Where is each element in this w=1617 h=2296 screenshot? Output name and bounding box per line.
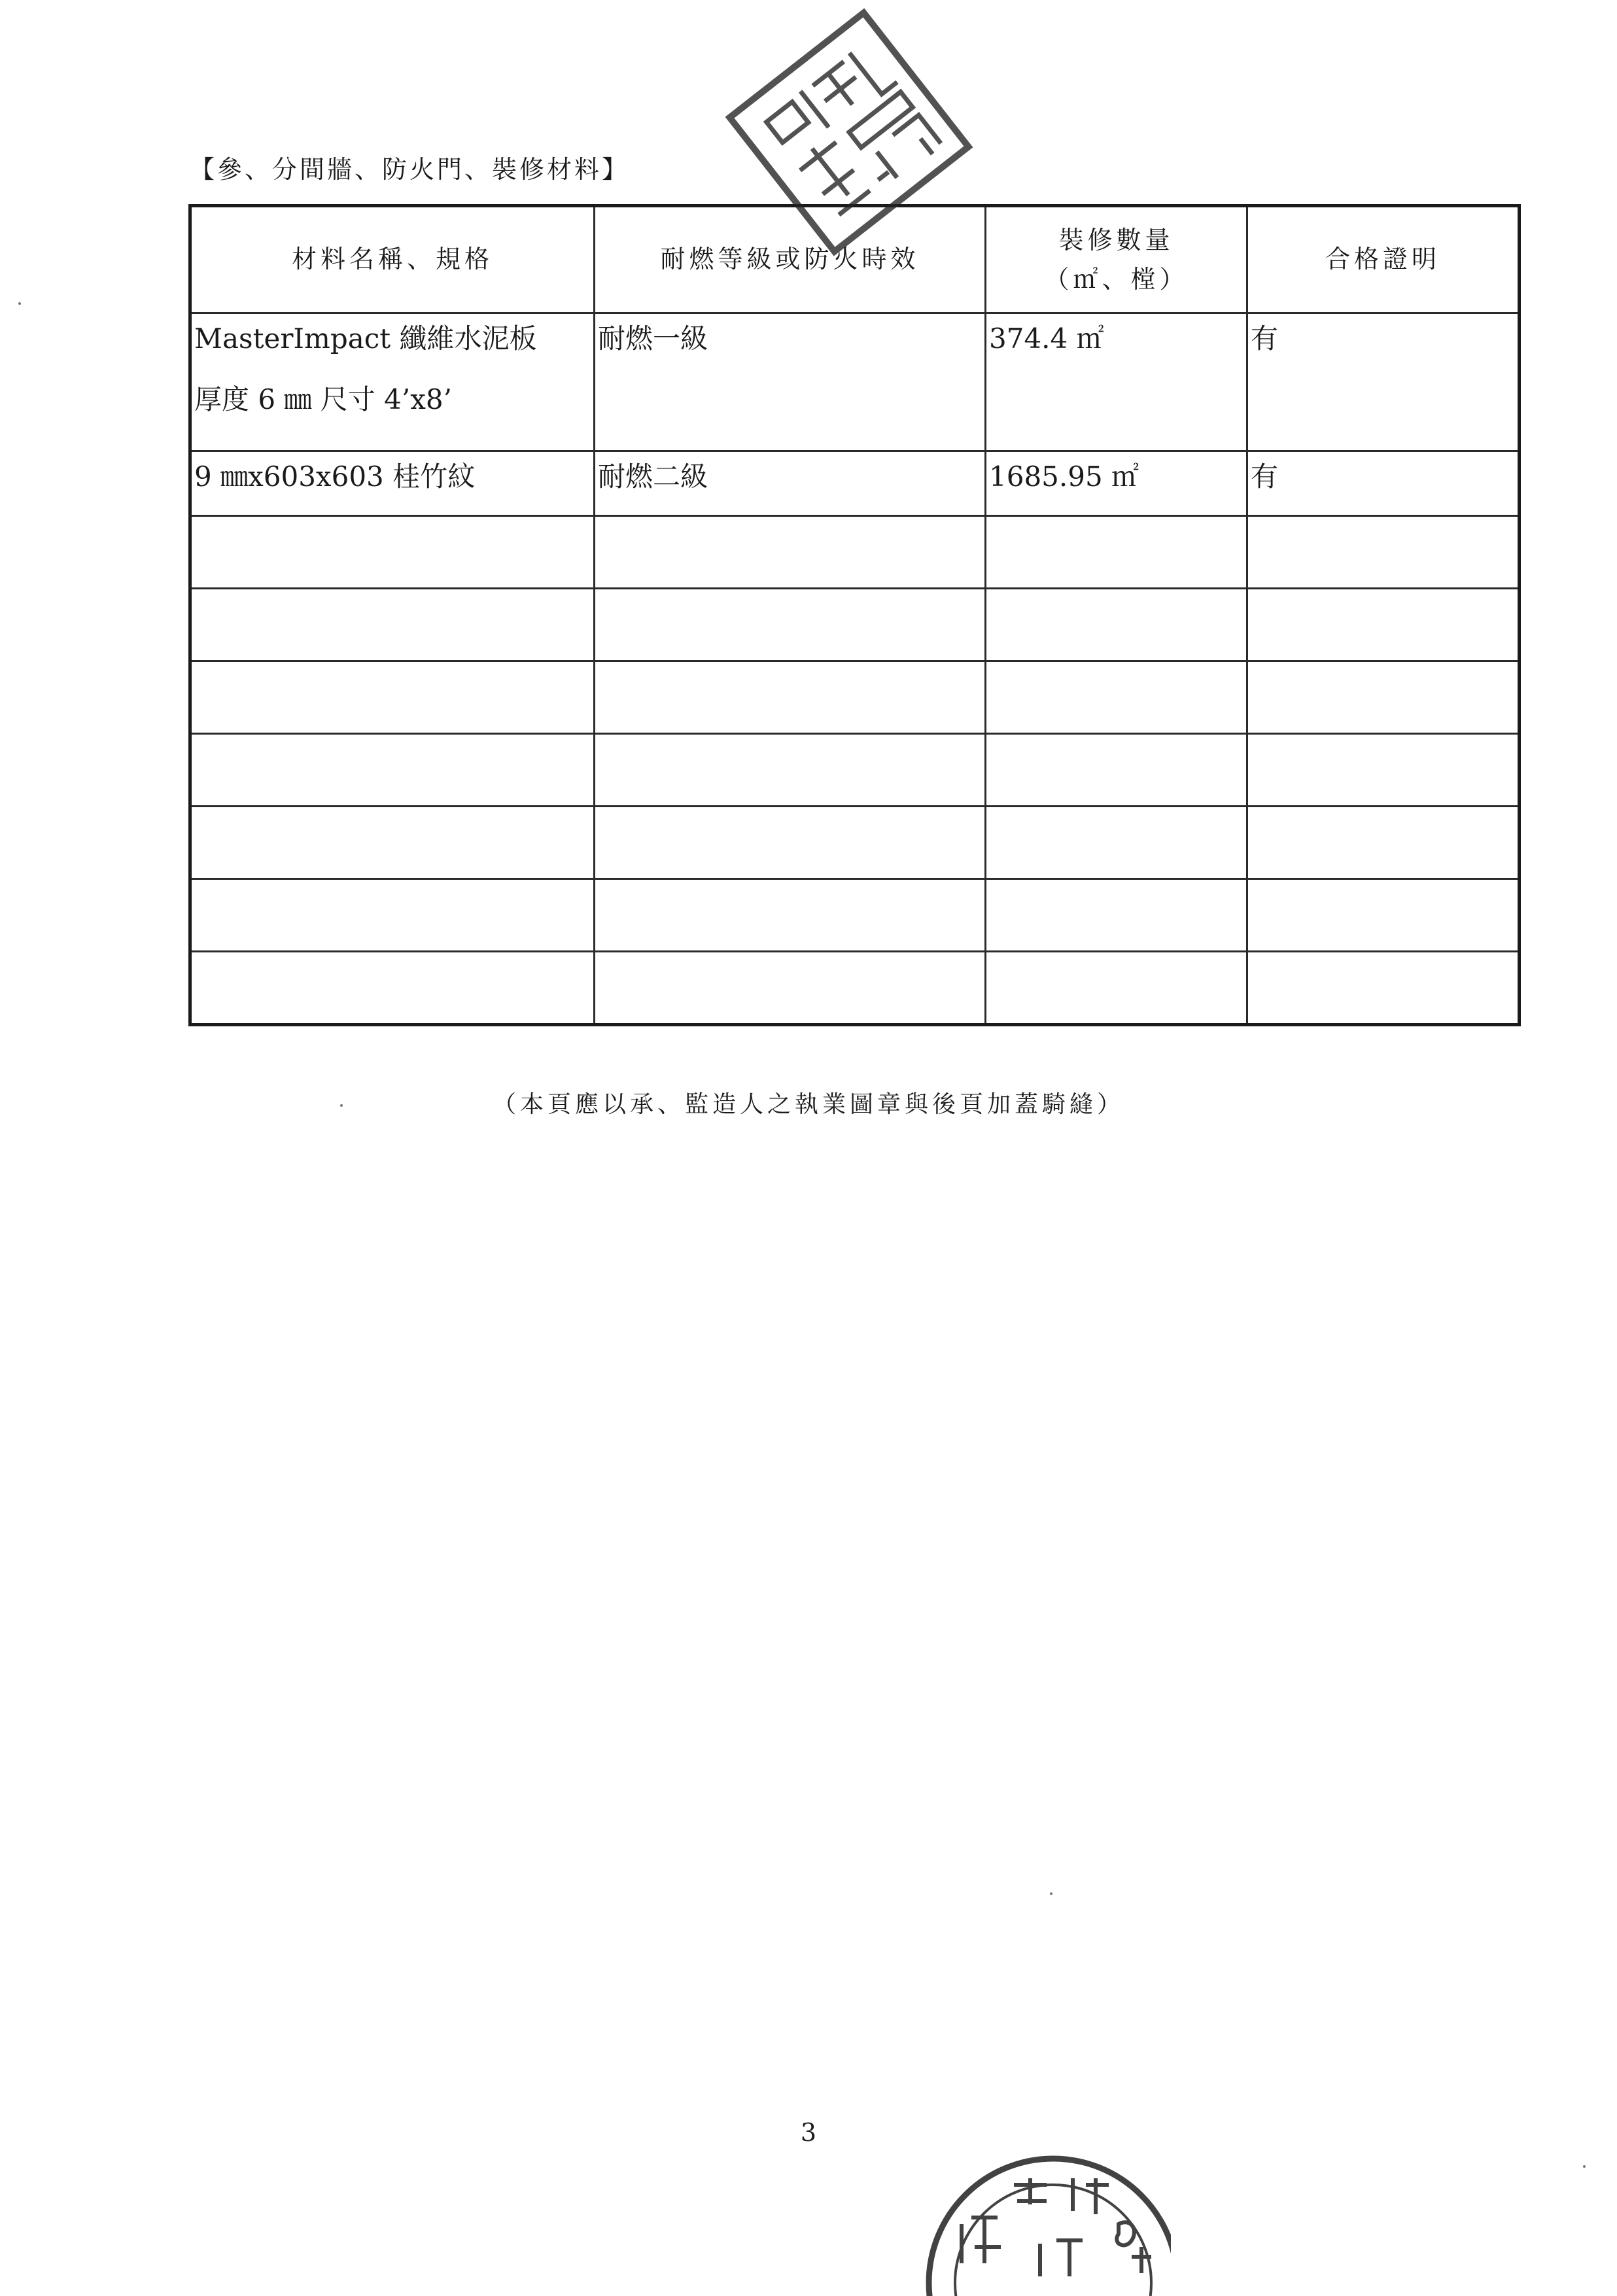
scan-speck [1050,1892,1052,1895]
empty-cell [1247,879,1520,952]
empty-cell [190,807,595,879]
rating-value: 耐燃二級 [598,461,708,493]
header-material-name: 材料名稱、規格 [190,206,595,313]
empty-cell [986,952,1247,1025]
empty-cell [1247,952,1520,1025]
table-row [190,451,1520,516]
empty-row [190,589,1520,661]
empty-row [190,516,1520,589]
certificate-value: 有 [1251,322,1279,355]
material-name: MasterImpact 纖維水泥板 [194,322,537,355]
certificate-value: 有 [1251,461,1279,493]
material-spec: 厚度 6 ㎜ 尺寸 4’x8’ [194,383,452,415]
header-quantity-unit: （㎡、樘） [1044,265,1189,294]
scan-speck [18,302,21,305]
round-seal-stamp [922,2126,1171,2296]
empty-cell [595,734,986,807]
empty-cell [986,879,1247,952]
certificate-cell [1247,451,1520,516]
empty-cell [190,952,595,1025]
empty-cell [986,589,1247,661]
certificate-cell [1247,313,1520,451]
quantity-cell [986,313,1247,451]
material-name-cell [190,313,595,451]
quantity-value: 374.4 ㎡ [989,322,1104,355]
empty-row [190,952,1520,1025]
empty-cell [595,807,986,879]
header-rating: 耐燃等級或防火時效 [595,206,986,313]
header-certificate: 合格證明 [1247,206,1520,313]
empty-cell [986,661,1247,734]
header-quantity [986,206,1247,313]
empty-cell [190,589,595,661]
page-number: 3 [800,2118,817,2147]
empty-cell [986,734,1247,807]
materials-table [188,204,1521,1026]
quantity-cell [986,451,1247,516]
rating-cell [595,313,986,451]
empty-cell [190,516,595,589]
section-heading: 【參、分間牆、防火門、裝修材料】 [190,155,630,184]
empty-row [190,661,1520,734]
empty-cell [1247,734,1520,807]
quantity-value: 1685.95 ㎡ [989,461,1139,493]
header-quantity-line1: 裝修數量 [1058,226,1174,254]
scan-speck [340,1104,343,1107]
empty-cell [190,661,595,734]
rating-value: 耐燃一級 [598,322,708,355]
table-row [190,313,1520,451]
empty-cell [1247,589,1520,661]
scan-speck [1583,2165,1586,2168]
empty-cell [986,516,1247,589]
material-name: 9 ㎜x603x603 桂竹紋 [194,461,476,493]
empty-cell [595,589,986,661]
empty-cell [595,516,986,589]
empty-row [190,879,1520,952]
empty-cell [190,879,595,952]
material-name-cell [190,451,595,516]
empty-cell [595,879,986,952]
empty-cell [1247,661,1520,734]
empty-cell [986,807,1247,879]
stamp-instruction-note: （本頁應以承、監造人之執業圖章與後頁加蓋騎縫） [492,1091,1124,1118]
empty-row [190,734,1520,807]
empty-cell [1247,516,1520,589]
rating-cell [595,451,986,516]
empty-cell [595,952,986,1025]
empty-cell [1247,807,1520,879]
empty-row [190,807,1520,879]
empty-cell [190,734,595,807]
empty-cell [595,661,986,734]
